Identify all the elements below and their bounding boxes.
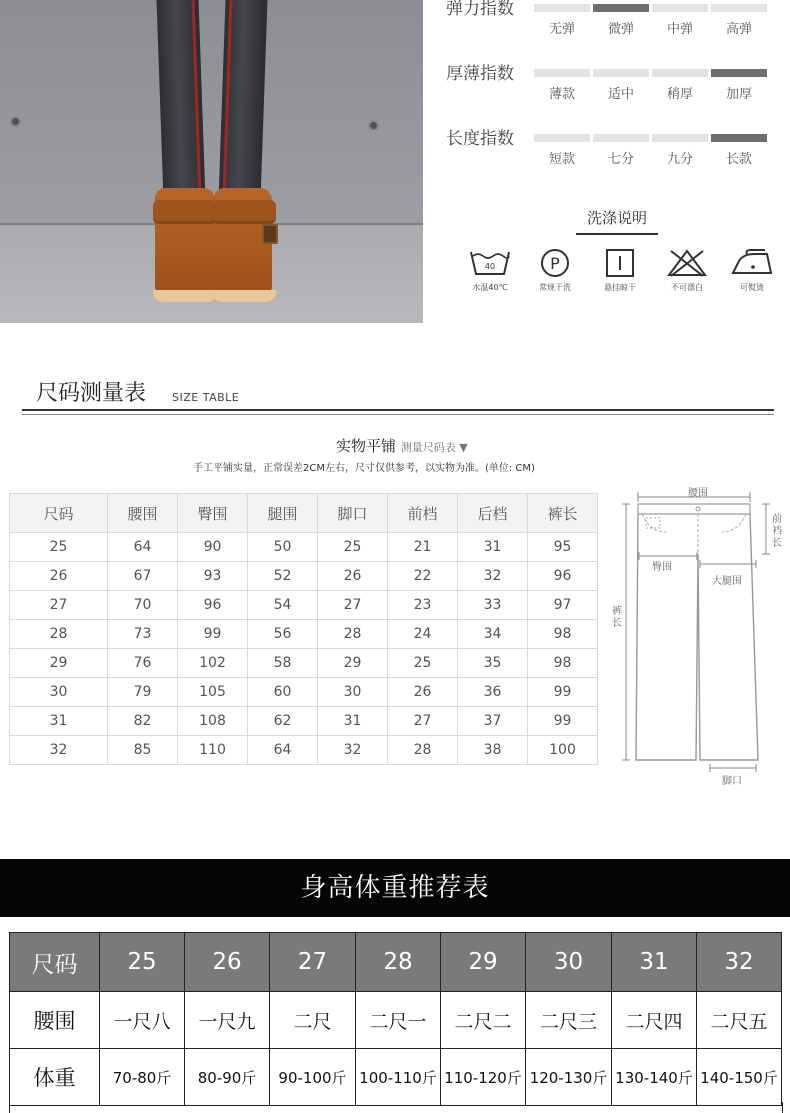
size-table-cell: 26 (388, 678, 458, 707)
size-table-row (10, 649, 598, 678)
size-table-cell: 28 (10, 620, 108, 649)
index-label: 长款 (725, 152, 752, 167)
index-bar (652, 69, 708, 77)
hw-size: 32 (697, 933, 782, 992)
size-table-cell: 64 (248, 736, 318, 765)
care-caption: 不可漂白 (671, 283, 703, 292)
hw-waist-label: 腰围 (10, 992, 100, 1049)
size-table-header-cell: 前档 (388, 494, 458, 533)
pants-outline-icon (606, 480, 790, 790)
index-labels (534, 83, 766, 101)
care-item (525, 248, 585, 293)
size-table-cell: 70 (108, 591, 178, 620)
size-table-subtitle: SIZE TABLE (172, 391, 240, 404)
flat-measure-title (336, 435, 468, 456)
hw-weight-label: 体重 (10, 1049, 100, 1106)
hw-header-row (10, 933, 782, 992)
size-table-cell: 31 (318, 707, 388, 736)
size-table-cell: 79 (108, 678, 178, 707)
size-table-cell: 50 (248, 533, 318, 562)
dry-clean-p-icon (538, 248, 572, 278)
size-table-cell: 100 (528, 736, 598, 765)
index-bar (652, 134, 708, 142)
size-table-cell: 85 (108, 736, 178, 765)
size-table-cell: 35 (458, 649, 528, 678)
diagram-label-thigh: 大腿围 (712, 576, 742, 587)
size-table-cell: 31 (458, 533, 528, 562)
hw-waist: 二尺一 (356, 992, 441, 1049)
hw-weight: 120-130斤 (526, 1049, 612, 1106)
size-table-header-cell: 尺码 (10, 494, 108, 533)
care-caption: 悬挂晾干 (604, 283, 636, 292)
size-table-cell: 29 (10, 649, 108, 678)
size-table-cell: 98 (528, 620, 598, 649)
size-table-row (10, 707, 598, 736)
size-table-cell: 105 (178, 678, 248, 707)
size-table-header-cell: 腿围 (248, 494, 318, 533)
boot-right (214, 188, 272, 296)
hw-weight: 70-80斤 (100, 1049, 185, 1106)
index-bars (534, 4, 766, 12)
size-table-header-cell: 后档 (458, 494, 528, 533)
size-table-cell: 37 (458, 707, 528, 736)
care-caption: 水温40℃ (472, 283, 508, 292)
hang-dry-icon (603, 248, 637, 278)
size-table-cell: 27 (388, 707, 458, 736)
care-item (590, 248, 650, 293)
diagram-label-waist: 腰围 (688, 488, 708, 499)
size-table-cell: 99 (528, 707, 598, 736)
size-table-header-cell: 裤长 (528, 494, 598, 533)
size-table-cell: 32 (458, 562, 528, 591)
index-title: 弹力指数 (446, 0, 514, 19)
size-table-cell: 33 (458, 591, 528, 620)
title-divider-thin (22, 414, 774, 415)
size-table-cell: 58 (248, 649, 318, 678)
title-divider (22, 409, 774, 411)
hw-weight-row (10, 1049, 782, 1106)
index-bars (534, 69, 766, 77)
wash-40-icon (469, 248, 511, 278)
washing-title: 洗涤说明 (576, 207, 658, 235)
size-table-cell: 25 (318, 533, 388, 562)
wall-rivet (370, 122, 377, 129)
size-table-header-cell: 腰围 (108, 494, 178, 533)
hw-weight: 140-150斤 (697, 1049, 782, 1106)
size-table-cell: 96 (528, 562, 598, 591)
index-labels (534, 18, 766, 36)
index-bar (593, 4, 649, 12)
diagram-label-hem: 脚口 (722, 776, 742, 787)
boot-left (155, 188, 215, 296)
hw-size: 31 (612, 933, 697, 992)
index-label: 七分 (607, 152, 634, 167)
size-table-cell: 90 (178, 533, 248, 562)
index-label: 薄款 (548, 87, 575, 102)
size-table-cell: 25 (10, 533, 108, 562)
no-bleach-icon (666, 248, 708, 278)
size-table-cell: 76 (108, 649, 178, 678)
care-item (657, 248, 717, 293)
size-table-header-cell: 脚口 (318, 494, 388, 533)
size-table-cell: 95 (528, 533, 598, 562)
size-table-cell: 56 (248, 620, 318, 649)
size-table-cell: 34 (458, 620, 528, 649)
size-table-cell: 73 (108, 620, 178, 649)
index-bars (534, 134, 766, 142)
boot-sole (212, 290, 276, 302)
flat-measure-sub: 测量尺码表 ▼ (400, 441, 468, 454)
index-label: 短款 (548, 152, 575, 167)
index-label: 加厚 (725, 87, 752, 102)
index-label: 稍厚 (666, 87, 693, 102)
size-table-cell: 28 (388, 736, 458, 765)
index-title: 长度指数 (446, 129, 514, 149)
hw-weight: 110-120斤 (441, 1049, 526, 1106)
height-weight-table (9, 932, 782, 1106)
boot-cuff (153, 200, 217, 224)
size-table-cell: 28 (318, 620, 388, 649)
index-bar (534, 134, 590, 142)
hw-waist: 二尺五 (697, 992, 782, 1049)
hw-weight: 130-140斤 (612, 1049, 697, 1106)
measure-note: 手工平铺实量，正常误差2CM左右，尺寸仅供参考，以实物为准。(单位: CM) (193, 463, 535, 474)
index-bar (534, 69, 590, 77)
hw-size: 26 (185, 933, 270, 992)
size-table-cell: 93 (178, 562, 248, 591)
diagram-label-front-rise: 前 裆 长 (772, 514, 782, 549)
dry-clean-letter: P (550, 254, 560, 273)
size-table-cell: 82 (108, 707, 178, 736)
size-table-cell: 32 (10, 736, 108, 765)
wash-temp: 40 (484, 262, 496, 271)
red-side-stripe (192, 0, 202, 200)
pants-diagram (606, 480, 790, 790)
hw-weight: 80-90斤 (185, 1049, 270, 1106)
size-table-cell: 27 (10, 591, 108, 620)
size-table (9, 493, 598, 765)
index-label: 高弹 (725, 22, 752, 37)
hw-waist: 二尺二 (441, 992, 526, 1049)
index-label: 微弹 (607, 22, 634, 37)
hw-waist-row (10, 992, 782, 1049)
index-label: 无弹 (548, 22, 575, 37)
hw-table-tail (9, 1102, 783, 1113)
index-label: 九分 (666, 152, 693, 167)
index-title: 厚薄指数 (446, 64, 514, 84)
size-table-cell: 30 (318, 678, 388, 707)
index-labels (534, 148, 766, 166)
care-caption: 常规干洗 (539, 283, 571, 292)
size-table-cell: 21 (388, 533, 458, 562)
size-table-cell: 26 (318, 562, 388, 591)
diagram-label-length: 裤 长 (612, 606, 622, 629)
index-bar (593, 134, 649, 142)
size-table-cell: 96 (178, 591, 248, 620)
size-table-cell: 22 (388, 562, 458, 591)
hw-header-label: 尺码 (10, 933, 100, 992)
size-table-cell: 67 (108, 562, 178, 591)
jeans-leg-right (219, 0, 268, 200)
index-bar (534, 4, 590, 12)
size-table-cell: 98 (528, 649, 598, 678)
hw-size: 29 (441, 933, 526, 992)
size-table-title: 尺码测量表 (36, 381, 147, 406)
size-table-cell: 26 (10, 562, 108, 591)
size-table-row (10, 591, 598, 620)
hw-waist: 二尺 (270, 992, 356, 1049)
hw-waist: 二尺三 (526, 992, 612, 1049)
index-bar (652, 4, 708, 12)
height-weight-title: 身高体重推荐表 (300, 873, 490, 903)
jeans-leg-left (157, 0, 206, 200)
boot-cuff (212, 200, 276, 224)
size-table-row (10, 562, 598, 591)
size-table-cell: 52 (248, 562, 318, 591)
size-table-cell: 102 (178, 649, 248, 678)
size-table-cell: 31 (10, 707, 108, 736)
index-label: 中弹 (666, 22, 693, 37)
size-table-cell: 99 (528, 678, 598, 707)
size-table-cell: 29 (318, 649, 388, 678)
size-table-cell: 27 (318, 591, 388, 620)
index-bar (711, 4, 767, 12)
hw-weight: 100-110斤 (356, 1049, 441, 1106)
hw-weight: 90-100斤 (270, 1049, 356, 1106)
size-table-header-cell: 臀围 (178, 494, 248, 533)
hw-size: 28 (356, 933, 441, 992)
size-table-row (10, 533, 598, 562)
hw-size: 25 (100, 933, 185, 992)
size-table-header-row (10, 494, 598, 533)
hw-waist: 一尺八 (100, 992, 185, 1049)
care-item (722, 248, 782, 293)
index-bar (593, 69, 649, 77)
index-bar (711, 69, 767, 77)
size-table-cell: 25 (388, 649, 458, 678)
size-table-row (10, 736, 598, 765)
size-table-cell: 110 (178, 736, 248, 765)
iron-icon (729, 248, 775, 278)
care-item (460, 248, 520, 293)
size-table-cell: 64 (108, 533, 178, 562)
size-table-cell: 23 (388, 591, 458, 620)
wall-rivet (12, 118, 19, 125)
hw-waist: 一尺九 (185, 992, 270, 1049)
size-table-cell: 97 (528, 591, 598, 620)
hw-size: 30 (526, 933, 612, 992)
product-photo (0, 0, 423, 323)
index-bar (711, 134, 767, 142)
hw-waist: 二尺四 (612, 992, 697, 1049)
diagram-label-hip: 臀围 (652, 562, 672, 573)
size-table-row (10, 678, 598, 707)
boot-buckle (262, 224, 278, 244)
size-table-cell: 60 (248, 678, 318, 707)
size-table-cell: 99 (178, 620, 248, 649)
index-label: 适中 (607, 87, 634, 102)
size-table-cell: 32 (318, 736, 388, 765)
size-table-cell: 24 (388, 620, 458, 649)
red-side-stripe (223, 0, 233, 200)
size-table-cell: 36 (458, 678, 528, 707)
care-caption: 可熨烫 (740, 283, 764, 292)
size-table-row (10, 620, 598, 649)
size-table-cell: 54 (248, 591, 318, 620)
hw-size: 27 (270, 933, 356, 992)
boot-sole (153, 290, 217, 302)
flat-measure-label: 实物平铺 (336, 437, 397, 455)
size-table-cell: 38 (458, 736, 528, 765)
size-table-cell: 62 (248, 707, 318, 736)
size-table-cell: 108 (178, 707, 248, 736)
height-weight-banner (0, 859, 790, 917)
size-table-cell: 30 (10, 678, 108, 707)
